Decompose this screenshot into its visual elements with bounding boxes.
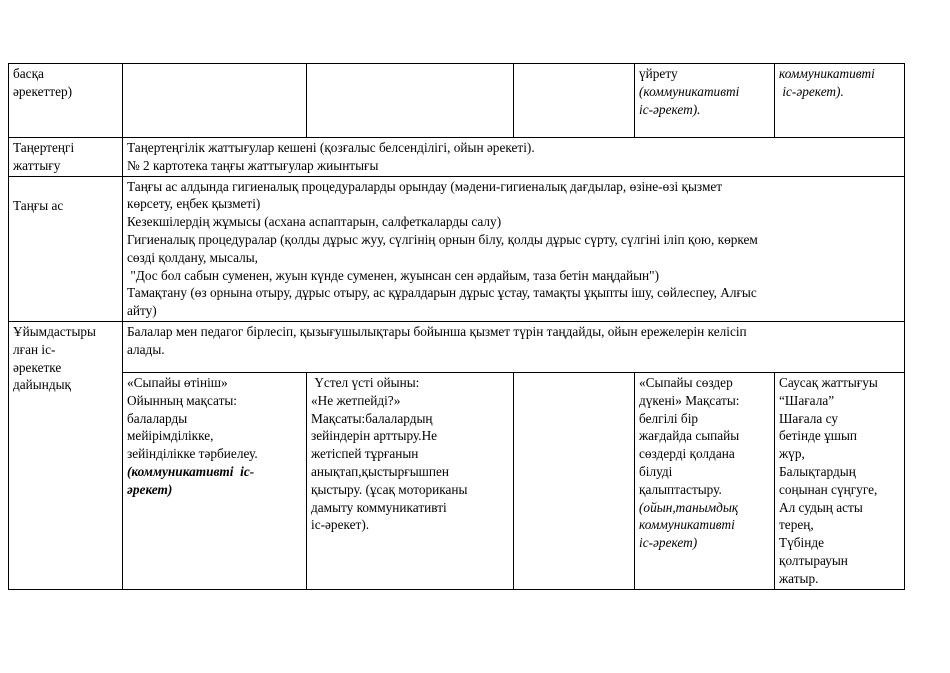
cell-empty [514, 372, 635, 589]
cell-line: дүкені» Мақсаты: [639, 392, 740, 408]
cell-line: білуді [639, 463, 673, 479]
table-row-morning-exercise [9, 138, 905, 177]
cell-empty [514, 64, 635, 138]
cell-line: Балықтардың [779, 463, 856, 479]
label-line: басқа [13, 66, 44, 81]
cell-line: қолтырауын [779, 552, 848, 568]
cell-breakfast [123, 176, 905, 321]
cell-line: қыстыру. (ұсақ моториканы [311, 481, 468, 497]
cell-line: айту) [127, 303, 157, 319]
cell-line: Мақсаты:балалардың [311, 410, 433, 426]
cell-line: көрсету, еңбек қызметі) [127, 196, 261, 212]
cell-line: коммуникативті [639, 517, 735, 533]
cell-line: (коммуникативті іс- [127, 463, 255, 479]
cell-line: іс-әрекет) [639, 535, 698, 551]
cell-line: терең, [779, 517, 814, 533]
label-line: дайындық [13, 377, 71, 393]
cell-other-col6 [775, 64, 905, 138]
cell-prep-col5 [775, 372, 905, 589]
cell-line: әрекет) [127, 481, 173, 497]
cell-other-col5 [635, 64, 775, 138]
cell-line: Түбінде [779, 535, 825, 551]
label-line: әрекетке [13, 359, 62, 375]
cell-prep-col4 [635, 372, 775, 589]
label-line: Таңғы ас [13, 197, 64, 213]
cell-line: Үстел үсті ойыны: [311, 374, 420, 390]
cell-prep-col1 [123, 372, 307, 589]
cell-line: «Не жетпейді?» [311, 392, 401, 408]
cell-line: (ойын,танымдық [639, 499, 739, 515]
cell-prep-col2 [307, 372, 514, 589]
cell-line: дамыту коммуникативті [311, 499, 447, 515]
cell-line: жетіспей тұрғанын [311, 446, 419, 462]
cell-line: Ал судың асты [779, 499, 863, 515]
cell-line: іс-әрекет). [779, 83, 844, 99]
cell-morning-exercise [123, 138, 905, 177]
cell-line: Гигиеналық процедуралар (қолды дұрыс жуу, сүлгінің орнын білу, қолды дұрыс сүрту, сүлгіні іліп қою, көркем [127, 231, 758, 247]
cell-line: № 2 картотека таңғы жаттығулар жиынтығы [127, 157, 379, 173]
cell-line: Таңертеңгілік жаттығулар кешені (қозғалыс белсенділігі, ойын әрекеті). [127, 140, 535, 155]
row-label-morning-exercise [9, 138, 123, 177]
cell-line: зейінділікке тәрбиелеу. [127, 446, 258, 462]
cell-line: үйрету [639, 66, 678, 81]
cell-line: қалыптастыру. [639, 481, 722, 497]
label-line: лған іс- [13, 341, 56, 357]
cell-line: бетінде ұшып [779, 428, 858, 444]
table-row-prep-intro [9, 321, 905, 372]
cell-line: Тамақтану (өз орнына отыру, дұрыс отыру, ас құралдарын дұрыс ұстау, тамақты ұқыпты ішу, сөйлеспеу, Алғыс [127, 285, 757, 301]
cell-line: мейірімділікке, [127, 428, 214, 444]
cell-empty [307, 64, 514, 138]
cell-line: сөзді қолдану, мысалы, [127, 249, 258, 265]
cell-line: жағдайда сыпайы [639, 428, 740, 444]
cell-line: (коммуникативті [639, 83, 740, 99]
cell-line: анықтап,қыстырғышпен [311, 463, 450, 479]
cell-line: Балалар мен педагог бірлесіп, қызығушылықтары бойынша қызмет түрін таңдайды, ойын ережелерін келісіп [127, 323, 747, 339]
cell-line: «Сыпайы сөздер [639, 374, 733, 390]
cell-line: Саусақ жаттығуы [779, 374, 878, 390]
schedule-table [8, 63, 905, 590]
cell-empty [123, 64, 307, 138]
cell-line: Таңғы ас алдында гигиеналық процедураларды орындау (мәдени-гигиеналық дағдылар, өзіне-өзі қызмет [127, 178, 723, 194]
label-line: Таңертеңгі [13, 140, 75, 155]
cell-line: белгілі бір [639, 410, 699, 426]
row-label-breakfast [9, 176, 123, 321]
cell-line: зейіндерін арттыру.Не [311, 428, 438, 444]
cell-line: «Сыпайы өтініш» [127, 374, 228, 390]
cell-line: алады. [127, 341, 165, 357]
cell-line: іс-әрекет). [311, 517, 370, 533]
cell-line: коммуникативті [779, 66, 875, 81]
cell-line: жүр, [779, 446, 805, 462]
row-label-prep [9, 321, 123, 589]
cell-line: соңынан сүңгуге, [779, 481, 878, 497]
table-row-breakfast [9, 176, 905, 321]
table-row-other-activities [9, 64, 905, 138]
label-line: Ұйымдастыры [13, 323, 96, 339]
cell-line: жатыр. [779, 570, 819, 586]
label-line: жаттығу [13, 157, 61, 173]
row-label-other [9, 64, 123, 138]
label-line: әрекеттер) [13, 83, 73, 99]
cell-line: сөздерді қолдана [639, 446, 735, 462]
cell-line: Ойынның мақсаты: [127, 392, 238, 408]
cell-line: “Шағала” [779, 392, 835, 408]
cell-line: Кезекшілердің жұмысы (асхана аспаптарын, салфеткаларды салу) [127, 214, 502, 230]
cell-line: "Дос бол сабын суменен, жуын күнде суменен, жуынсан сен әрдайым, таза бетін маңдайын") [127, 267, 660, 283]
table-row-prep-activities [9, 372, 905, 589]
cell-line: Шағала су [779, 410, 839, 426]
cell-line: іс-әрекет). [639, 101, 701, 117]
cell-line: балаларды [127, 410, 188, 426]
cell-prep-intro [123, 321, 905, 372]
